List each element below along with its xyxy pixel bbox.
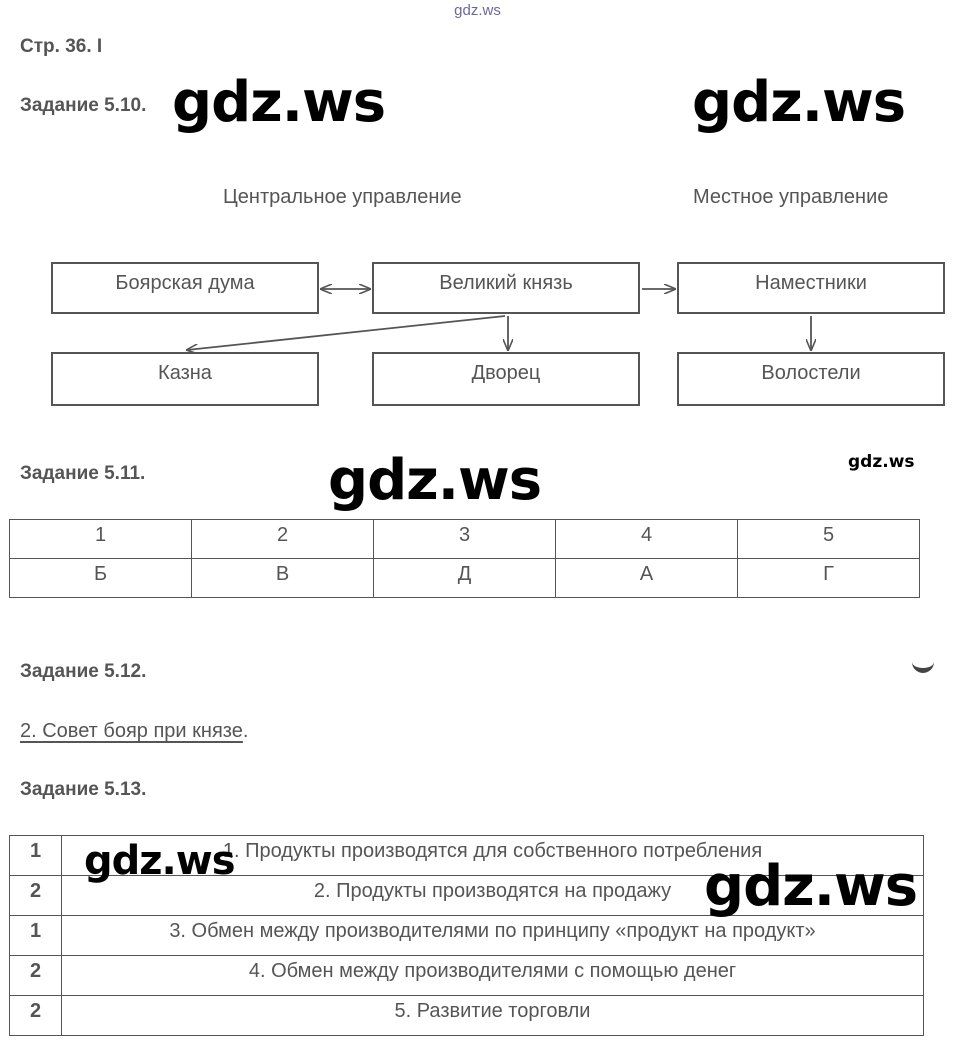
row-text: 2. Продукты производятся на продажу	[62, 876, 924, 916]
stray-mark	[912, 656, 934, 673]
table-row	[10, 956, 924, 996]
row-text: 1. Продукты производятся для собственного потребления	[62, 836, 924, 876]
row-number: 1	[10, 836, 62, 876]
local-government-heading: Местное управление	[693, 186, 889, 208]
row-number: 1	[10, 916, 62, 956]
box-dvorets	[372, 352, 640, 406]
table-cell: 5	[738, 520, 920, 559]
watermark: gdz.ws	[848, 452, 915, 472]
task-5-13-title: Задание 5.13.	[20, 779, 147, 800]
box-kazna	[51, 352, 319, 406]
central-government-heading: Центральное управление	[223, 186, 462, 208]
watermark: gdz.ws	[328, 448, 542, 513]
row-text: 5. Развитие торговли	[62, 996, 924, 1036]
table-cell: 4	[556, 520, 738, 559]
box-grand-prince	[372, 262, 640, 314]
table-cell: Б	[10, 559, 192, 598]
page-reference: Стр. 36. I	[20, 36, 103, 57]
task-5-12-answer: 2. Совет бояр при князе	[20, 720, 243, 742]
top-watermark: gdz.ws	[454, 2, 501, 19]
table-cell: 3	[374, 520, 556, 559]
arrow-prince-kazna	[187, 316, 505, 350]
watermark: gdz.ws	[704, 854, 918, 919]
box-dvorets-label: Дворец	[471, 362, 541, 384]
row-text: 4. Обмен между производителями с помощью денег	[62, 956, 924, 996]
box-namestniki	[677, 262, 945, 314]
box-boyar-duma	[51, 262, 319, 314]
task-5-11-title: Задание 5.11.	[20, 463, 146, 484]
table-row	[10, 996, 924, 1036]
row-number: 2	[10, 996, 62, 1036]
table-answer-row	[10, 559, 920, 598]
box-grand-prince-label: Великий князь	[439, 272, 573, 294]
table-cell: В	[192, 559, 374, 598]
box-kazna-label: Казна	[158, 362, 212, 384]
table-cell: 1	[10, 520, 192, 559]
table-cell: 2	[192, 520, 374, 559]
row-number: 2	[10, 876, 62, 916]
watermark: gdz.ws	[84, 838, 235, 884]
box-volosteli-label: Волостели	[761, 362, 861, 384]
task-5-10-title: Задание 5.10.	[20, 95, 147, 116]
box-boyar-duma-label: Боярская дума	[115, 272, 255, 294]
row-number: 2	[10, 956, 62, 996]
task-5-12-answer-line	[20, 720, 248, 743]
task-5-11-table	[9, 519, 920, 598]
box-namestniki-label: Наместники	[755, 272, 867, 294]
task-5-12-answer-period: .	[242, 720, 249, 742]
task-5-12-title: Задание 5.12.	[20, 661, 147, 682]
table-cell: Г	[738, 559, 920, 598]
table-row	[10, 916, 924, 956]
table-header-row	[10, 520, 920, 559]
table-cell: Д	[374, 559, 556, 598]
row-text: 3. Обмен между производителями по принципу «продукт на продукт»	[62, 916, 924, 956]
watermark: gdz.ws	[172, 70, 386, 135]
table-cell: А	[556, 559, 738, 598]
box-volosteli	[677, 352, 945, 406]
watermark: gdz.ws	[692, 70, 906, 135]
